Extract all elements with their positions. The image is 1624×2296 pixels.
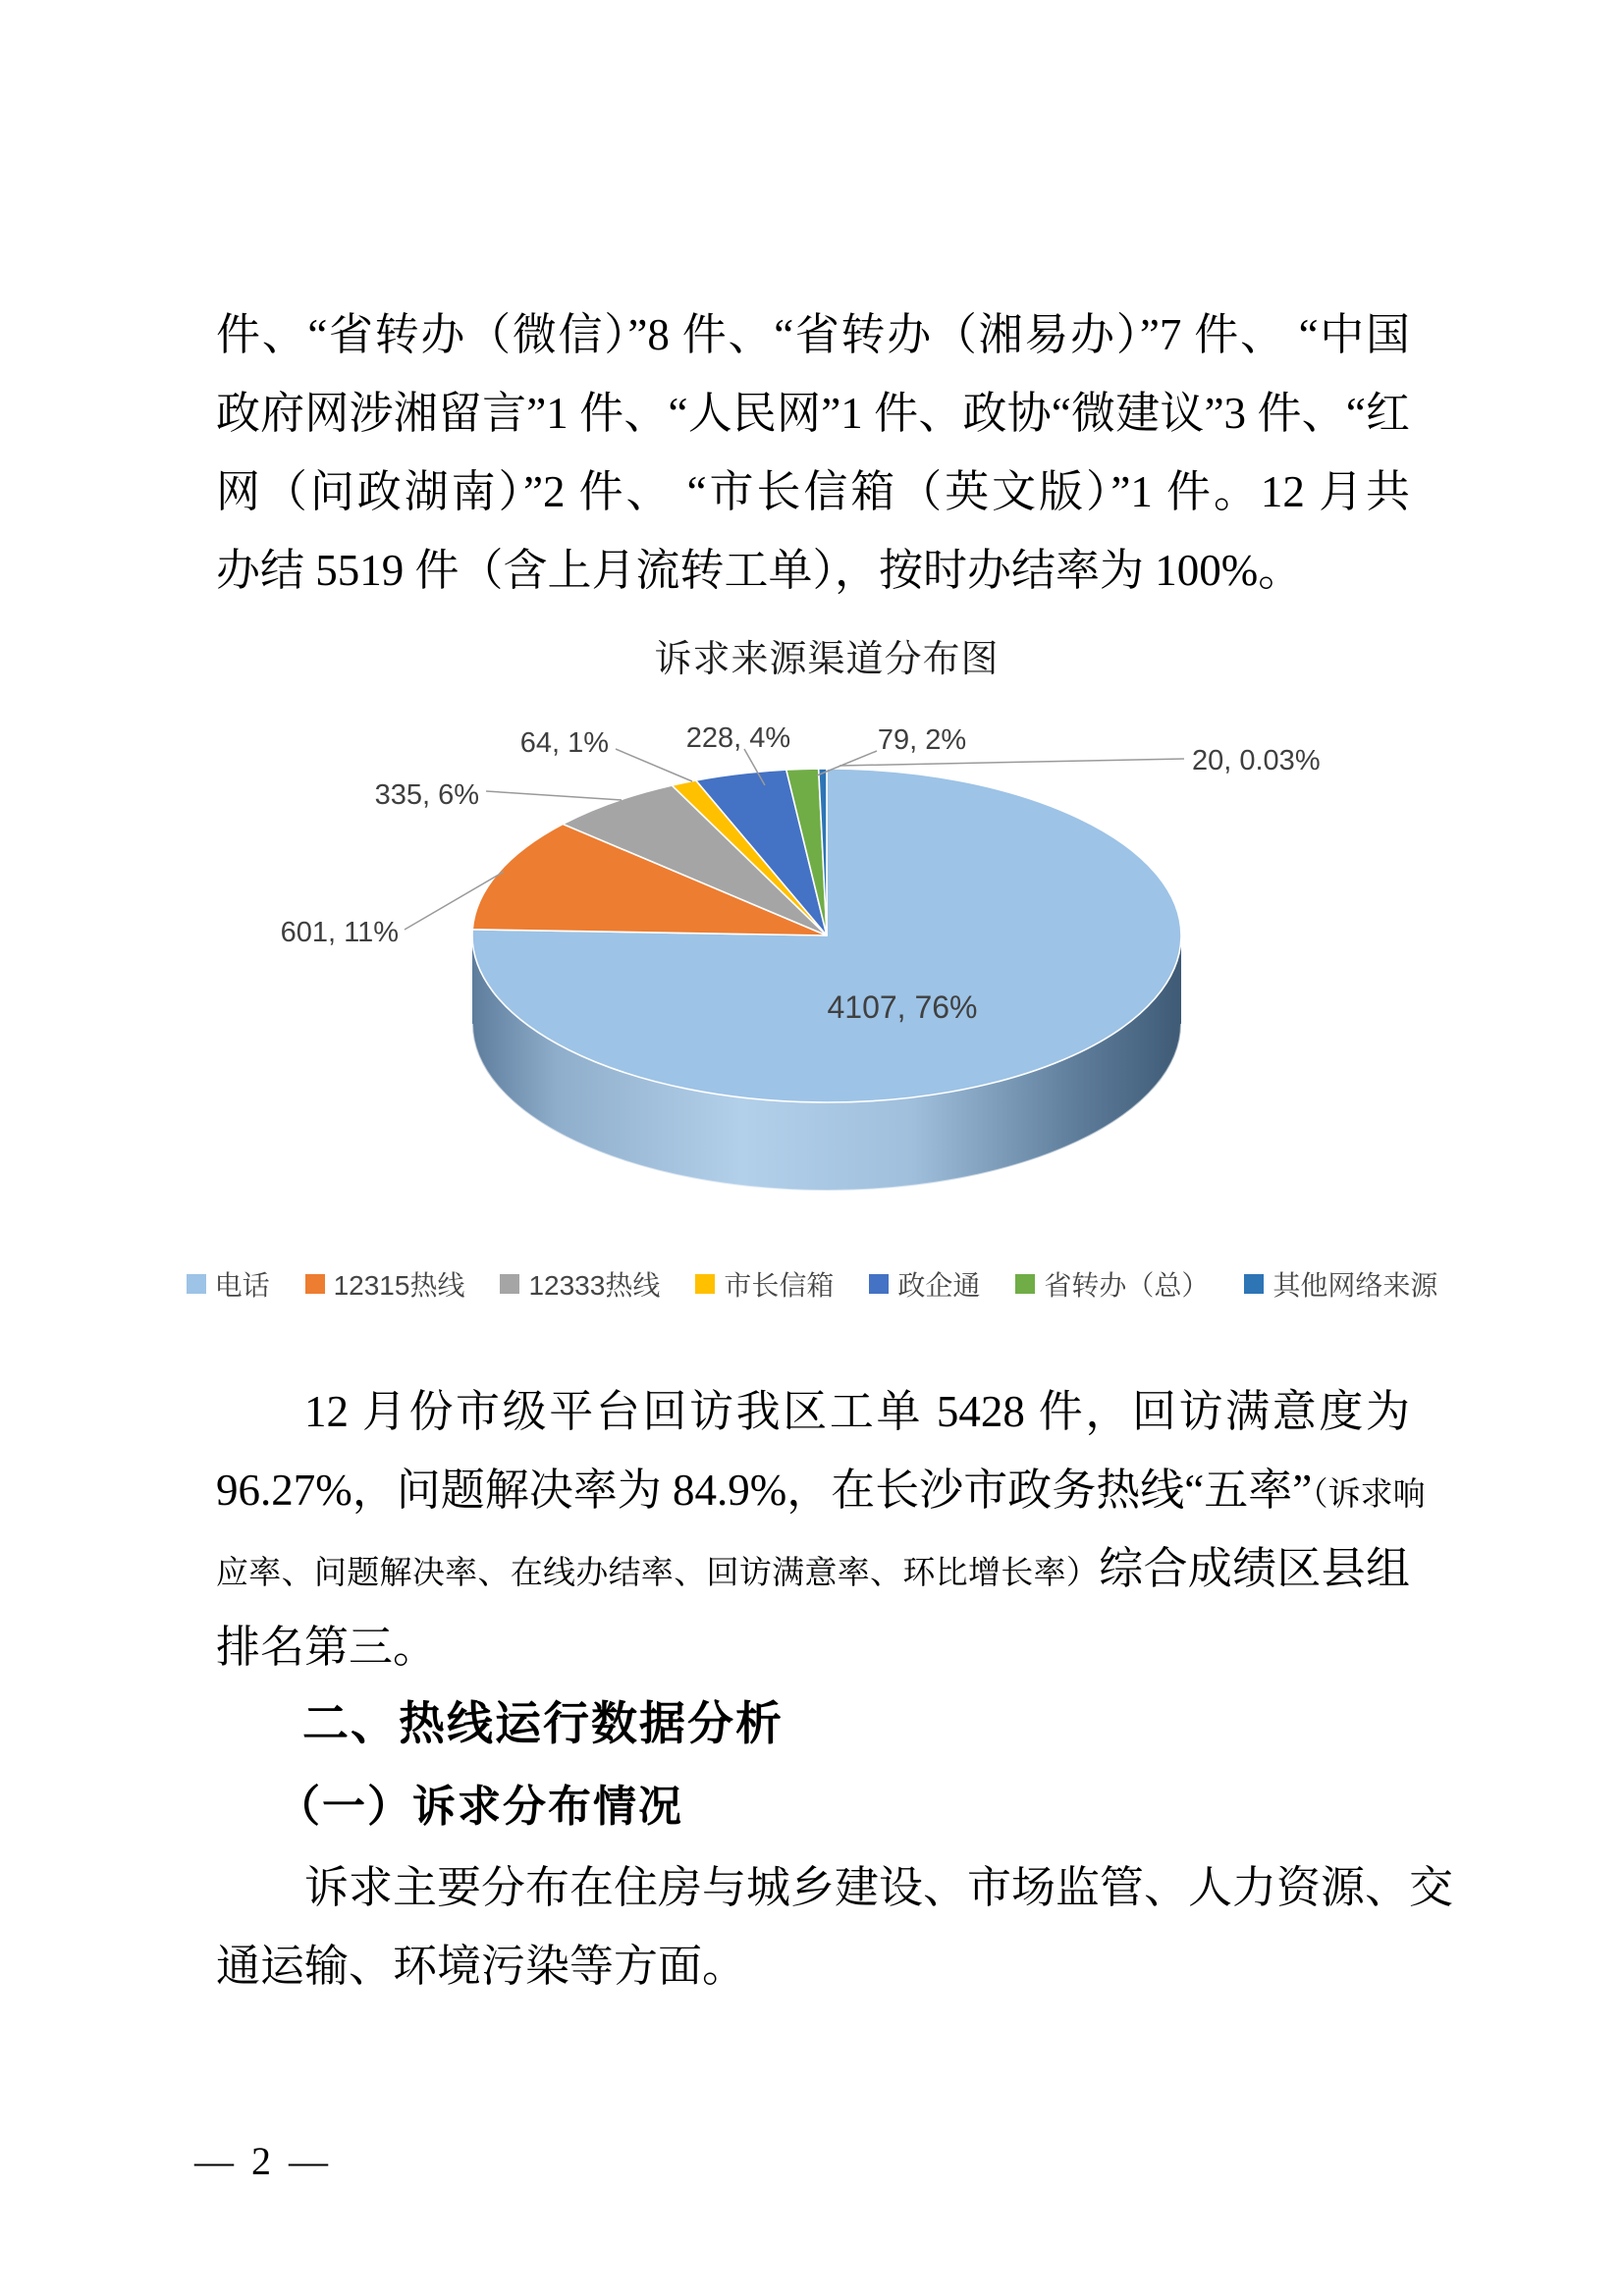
legend-label-zhengqitong: 政企通: [897, 1270, 981, 1301]
paragraph-2-line-2-small: （诉求响: [1312, 1477, 1426, 1513]
pie-label-12315: 601, 11%: [280, 917, 399, 948]
paragraph-3-line-1: 诉求主要分布在住房与城乡建设、市场监管、人力资源、交: [304, 1863, 1454, 1912]
pie-label-shengzhuanban: 79, 2%: [877, 724, 967, 756]
legend-item-zhengqitong: [869, 1264, 980, 1304]
paragraph-2: [216, 1372, 1426, 1686]
legend-label-12333: 12333热线: [528, 1270, 661, 1301]
chart-legend: [0, 1264, 1624, 1304]
pie-slices: [472, 769, 1181, 1191]
pie-label-zhengqitong: 228, 4%: [685, 722, 791, 754]
legend-item-shengzhuanban: [1015, 1264, 1209, 1304]
legend-swatch-shengzhuanban: [1015, 1274, 1035, 1294]
page-number: — 2 —: [194, 2139, 332, 2183]
leader-line-20: [839, 759, 1184, 766]
chart-title: 诉求来源渠道分布图: [654, 639, 1000, 680]
legend-swatch-12333: [500, 1274, 519, 1294]
legend-label-dianhua: 电话: [214, 1270, 270, 1301]
paragraph-2-line-3-normal: 综合成绩区县组: [1099, 1544, 1410, 1593]
paragraph-1-line-4: 办结 5519 件（含上月流转工单），按时办结率为 100%。: [216, 546, 1303, 595]
paragraph-2-line-2: [216, 1451, 1426, 1529]
legend-item-12315: [305, 1264, 465, 1304]
legend-label-shengzhuanban: 省转办（总）: [1044, 1270, 1210, 1301]
legend-swatch-12315: [305, 1274, 325, 1294]
paragraph-2-line-2-normal: 96.27%，问题解决率为 84.9%，在长沙市政务热线“五率”: [216, 1466, 1313, 1515]
paragraph-1-line-1: 件、“省转办（微信）”8 件、“省转办（湘易办）”7 件、 “中国: [216, 310, 1410, 359]
paragraph-3-line-2: 通运输、环境污染等方面。: [216, 1942, 747, 1991]
pie-label-12333: 335, 6%: [374, 779, 479, 811]
paragraph-2-line-3: [216, 1529, 1410, 1608]
legend-item-qitawangluo: [1244, 1264, 1437, 1304]
legend-swatch-qitawangluo: [1244, 1274, 1264, 1294]
legend-label-12315: 12315热线: [333, 1270, 465, 1301]
legend-item-dianhua: [187, 1264, 270, 1304]
paragraph-2-line-1: 12 月份市级平台回访我区工单 5428 件，回访满意度为: [304, 1387, 1410, 1436]
section-heading: 二、热线运行数据分析: [302, 1697, 784, 1749]
pie-label-qita: 20, 0.03%: [1192, 745, 1321, 776]
paragraph-2-line-3-small: 应率、问题解决率、在线办结率、回访满意率、环比增长率）: [216, 1556, 1100, 1591]
subsection-heading: （一）诉求分布情况: [277, 1783, 683, 1831]
legend-swatch-shizhangxinxiang: [695, 1274, 715, 1294]
paragraph-1-line-3: 网（问政湖南）”2 件、 “市长信箱（英文版）”1 件。12 月共: [216, 467, 1410, 516]
pie-label-dianhua: 4107, 76%: [827, 989, 978, 1025]
pie-label-shizhangxinxiang: 64, 1%: [519, 727, 609, 759]
paragraph-1-line-2: 政府网涉湘留言”1 件、“人民网”1 件、政协“微建议”3 件、“红: [216, 389, 1410, 438]
paragraph-2-line-4: 排名第三。: [216, 1623, 438, 1672]
paragraph-3: [216, 1848, 1454, 2005]
legend-item-12333: [500, 1264, 660, 1304]
legend-swatch-dianhua: [187, 1274, 206, 1294]
legend-item-shizhangxinxiang: [695, 1264, 834, 1304]
leader-line-335: [486, 791, 622, 800]
paragraph-1: [216, 295, 1410, 610]
legend-label-qitawangluo: 其他网络来源: [1272, 1270, 1438, 1301]
legend-swatch-zhengqitong: [869, 1274, 889, 1294]
legend-label-shizhangxinxiang: 市长信箱: [724, 1270, 835, 1301]
